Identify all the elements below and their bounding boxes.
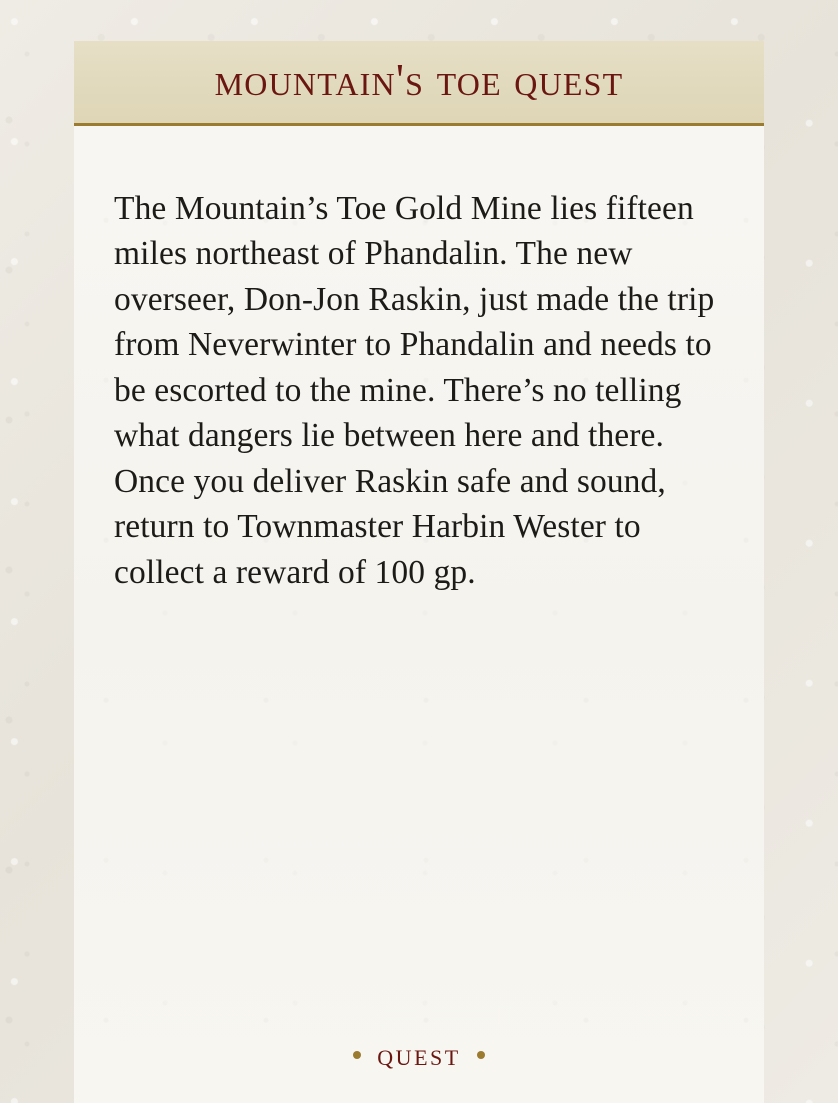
card-type-label: quest: [377, 1037, 461, 1072]
quest-description: The Mountain’s Toe Gold Mine lies fifteen miles northeast of Phandalin. The new overseer, Don-Jon Raskin, just made the trip from Neverwinter to Phandalin and needs to be escorted to the mine. There’s no telling what dangers lie between here and there. Once you deliver Raskin safe and sound, return to Townmaster Harbin Wester to collect a reward of 100 gp.: [114, 189, 715, 591]
card-body: [74, 126, 764, 595]
page-title: mountain's toe quest: [214, 54, 624, 105]
bullet-dot-right-icon: [477, 1051, 485, 1059]
card-header: [74, 41, 764, 126]
quest-card: [74, 41, 764, 1103]
card-footer: [74, 1037, 764, 1073]
bullet-dot-left-icon: [353, 1051, 361, 1059]
